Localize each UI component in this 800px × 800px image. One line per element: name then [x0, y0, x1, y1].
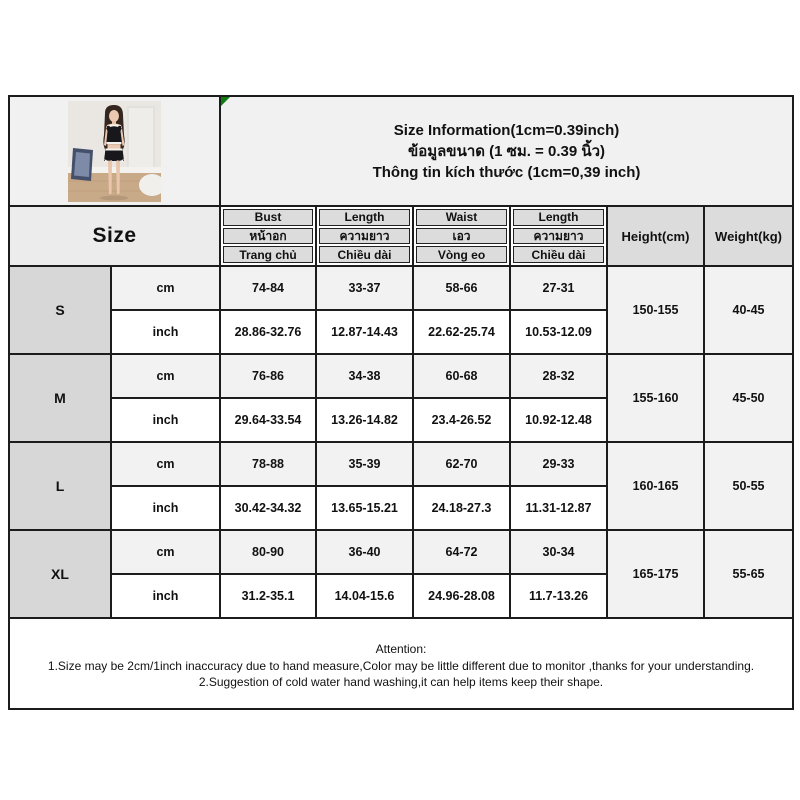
table-row-m-cm: [9, 354, 793, 398]
value-length2-inch: 11.7-13.26: [510, 574, 607, 618]
value-length2-inch: 10.53-12.09: [510, 310, 607, 354]
value-weight: 50-55: [704, 442, 793, 530]
unit-inch: inch: [111, 310, 220, 354]
size-label-xl: XL: [9, 530, 111, 618]
value-length2-inch: 10.92-12.48: [510, 398, 607, 442]
value-waist-cm: 60-68: [413, 354, 510, 398]
value-length1-cm: 36-40: [316, 530, 413, 574]
table-row-xl-cm: [9, 530, 793, 574]
value-bust-inch: 31.2-35.1: [220, 574, 316, 618]
column-header-waist-th: เอว: [416, 228, 507, 245]
value-bust-cm: 80-90: [220, 530, 316, 574]
column-header-length2-vi: Chiều dài: [513, 246, 604, 263]
value-height: 155-160: [607, 354, 704, 442]
height-header: Height(cm): [607, 206, 704, 266]
column-header-waist: [413, 206, 510, 266]
column-header-length1-vi: Chiều dài: [319, 246, 410, 263]
corner-marker-icon: [221, 97, 230, 106]
attention-title: Attention:: [375, 642, 427, 657]
value-length1-cm: 33-37: [316, 266, 413, 310]
title-english: Size Information(1cm=0.39inch): [393, 121, 620, 139]
value-bust-inch: 30.42-34.32: [220, 486, 316, 530]
weight-header: Weight(kg): [704, 206, 793, 266]
value-waist-cm: 64-72: [413, 530, 510, 574]
value-weight: 40-45: [704, 266, 793, 354]
unit-cm: cm: [111, 266, 220, 310]
column-header-waist-en: Waist: [416, 209, 507, 226]
value-bust-cm: 78-88: [220, 442, 316, 486]
value-length2-cm: 29-33: [510, 442, 607, 486]
size-label-m: M: [9, 354, 111, 442]
column-header-bust-th: หน้าอก: [223, 228, 313, 245]
unit-cm: cm: [111, 354, 220, 398]
value-waist-inch: 22.62-25.74: [413, 310, 510, 354]
column-header-length1: [316, 206, 413, 266]
value-length1-inch: 13.65-15.21: [316, 486, 413, 530]
column-header-length1-th: ความยาว: [319, 228, 410, 245]
column-header-bust: [220, 206, 316, 266]
column-header-length1-en: Length: [319, 209, 410, 226]
column-header-bust-en: Bust: [223, 209, 313, 226]
value-bust-cm: 74-84: [220, 266, 316, 310]
value-weight: 45-50: [704, 354, 793, 442]
unit-cm: cm: [111, 442, 220, 486]
attention-line-2: 2.Suggestion of cold water hand washing,it can help items keep their shape.: [198, 675, 604, 690]
table-row-s-cm: [9, 266, 793, 310]
value-weight: 55-65: [704, 530, 793, 618]
attention-line-1: 1.Size may be 2cm/1inch inaccuracy due to hand measure,Color may be little different due to monitor ,thanks for your understanding.: [47, 658, 755, 673]
table-row-l-cm: [9, 442, 793, 486]
value-height: 160-165: [607, 442, 704, 530]
header-row: [9, 206, 793, 266]
size-label-s: S: [9, 266, 111, 354]
value-length1-inch: 14.04-15.6: [316, 574, 413, 618]
value-waist-cm: 62-70: [413, 442, 510, 486]
attention-cell: [9, 618, 793, 709]
value-waist-inch: 24.18-27.3: [413, 486, 510, 530]
top-section: [9, 96, 793, 206]
value-length2-cm: 27-31: [510, 266, 607, 310]
column-header-waist-vi: Vòng eo: [416, 246, 507, 263]
product-photo-cell: [9, 96, 220, 206]
value-waist-cm: 58-66: [413, 266, 510, 310]
value-length1-inch: 12.87-14.43: [316, 310, 413, 354]
attention-row: [9, 618, 793, 709]
column-header-length2: [510, 206, 607, 266]
value-height: 165-175: [607, 530, 704, 618]
value-length2-cm: 30-34: [510, 530, 607, 574]
column-header-length2-th: ความยาว: [513, 228, 604, 245]
value-height: 150-155: [607, 266, 704, 354]
value-bust-inch: 28.86-32.76: [220, 310, 316, 354]
unit-cm: cm: [111, 530, 220, 574]
size-header: Size: [9, 206, 220, 266]
value-length2-cm: 28-32: [510, 354, 607, 398]
size-table: [8, 95, 794, 710]
unit-inch: inch: [111, 574, 220, 618]
value-length2-inch: 11.31-12.87: [510, 486, 607, 530]
unit-inch: inch: [111, 398, 220, 442]
value-length1-cm: 34-38: [316, 354, 413, 398]
value-bust-inch: 29.64-33.54: [220, 398, 316, 442]
column-header-bust-vi: Trang chủ: [223, 246, 313, 263]
value-waist-inch: 24.96-28.08: [413, 574, 510, 618]
unit-inch: inch: [111, 486, 220, 530]
column-header-length2-en: Length: [513, 209, 604, 226]
value-bust-cm: 76-86: [220, 354, 316, 398]
title-vietnamese: Thông tin kích thước (1cm=0,39 inch): [372, 163, 641, 181]
value-length1-inch: 13.26-14.82: [316, 398, 413, 442]
title-cell: [220, 96, 793, 206]
product-photo: [68, 101, 161, 202]
title-thai: ข้อมูลขนาด (1 ซม. = 0.39 นิ้ว): [407, 142, 606, 160]
size-label-l: L: [9, 442, 111, 530]
value-length1-cm: 35-39: [316, 442, 413, 486]
value-waist-inch: 23.4-26.52: [413, 398, 510, 442]
